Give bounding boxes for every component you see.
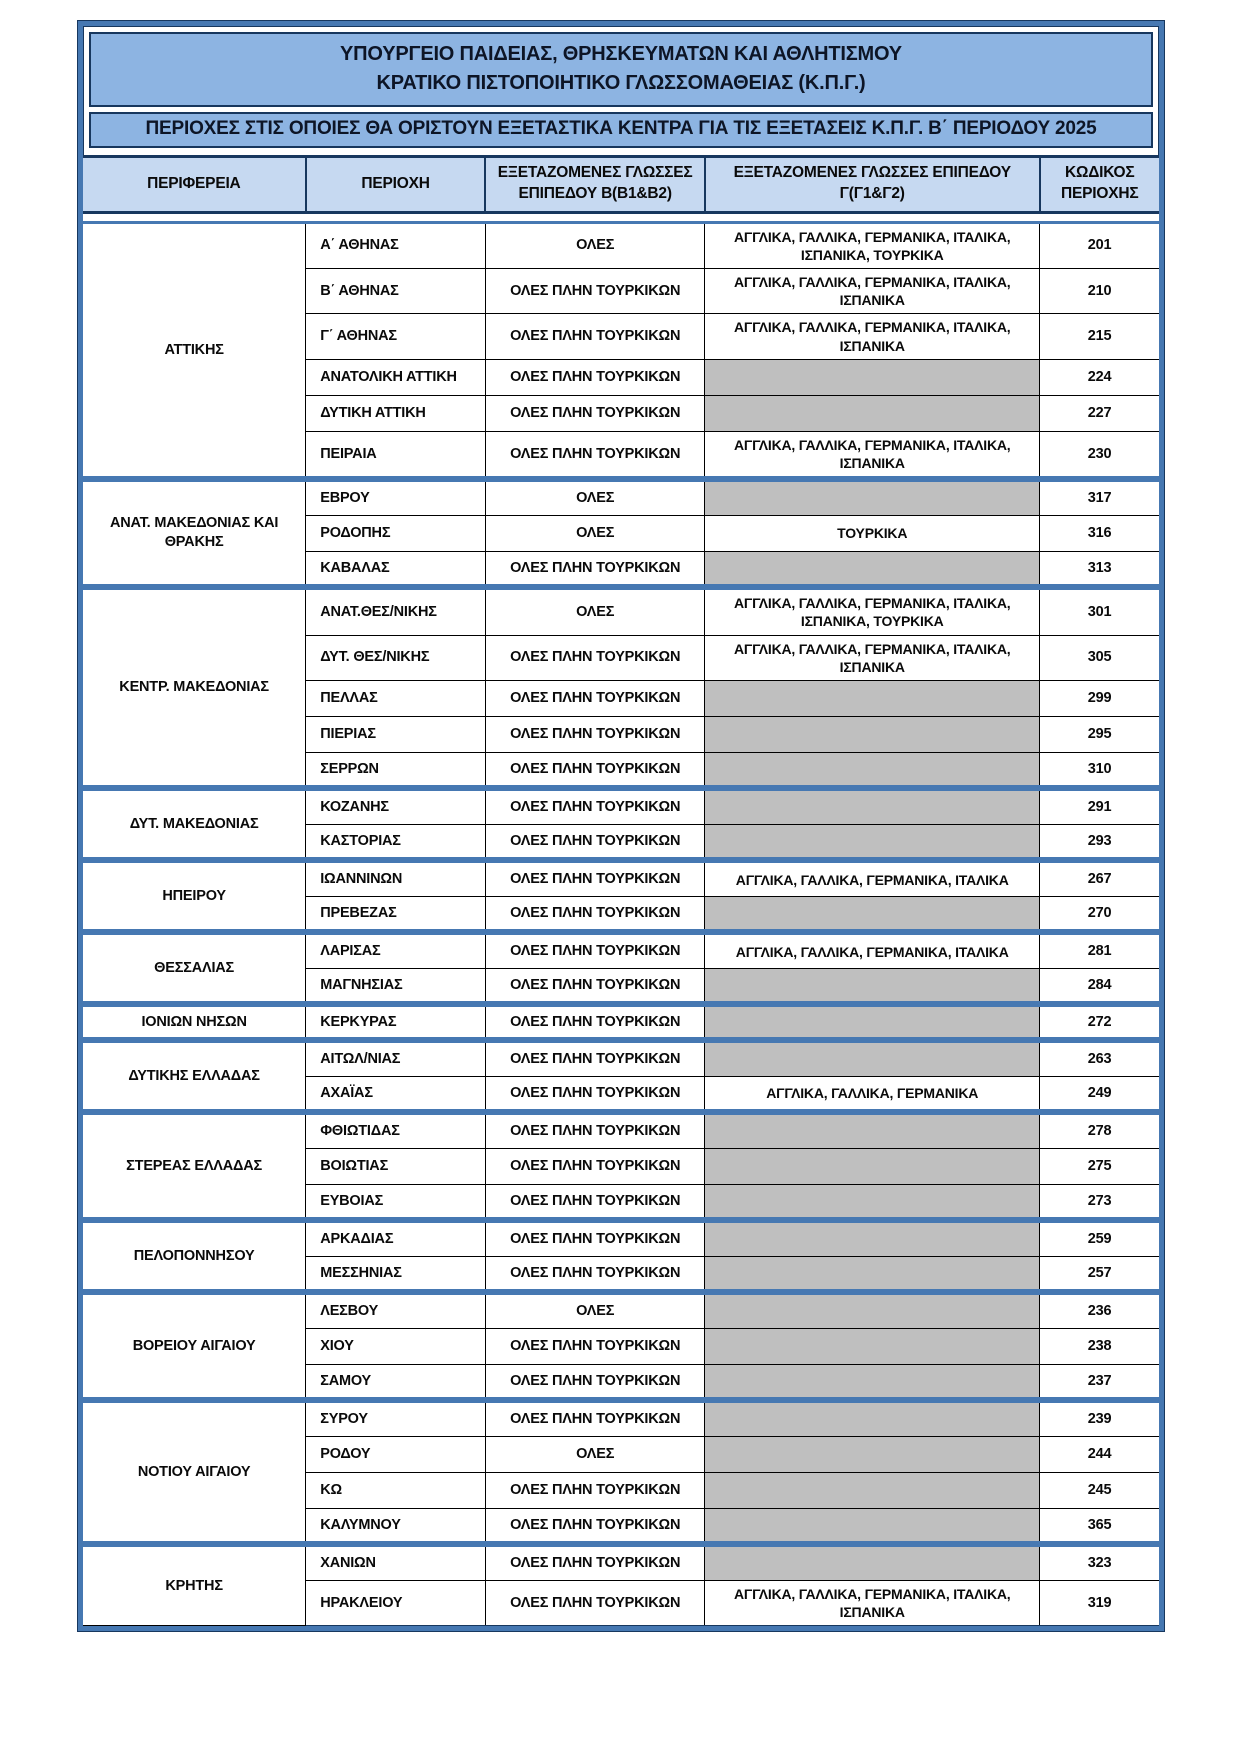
level-b-languages-cell: ΟΛΕΣ ΠΛΗΝ ΤΟΥΡΚΙΚΩΝ [485, 968, 705, 1004]
area-code-cell: 236 [1040, 1292, 1159, 1328]
area-code-cell: 257 [1040, 1256, 1159, 1292]
area-cell: ΑΧΑΪΑΣ [306, 1076, 486, 1112]
area-cell: ΠΕΙΡΑΙΑ [306, 431, 486, 479]
level-c-languages-cell: ΑΓΓΛΙΚΑ, ΓΑΛΛΙΚΑ, ΓΕΡΜΑΝΙΚΑ, ΙΤΑΛΙΚΑ, ΙΣΠΑΝΙΚΑ [705, 269, 1040, 314]
area-code-cell: 293 [1040, 824, 1159, 860]
area-code-cell: 238 [1040, 1328, 1159, 1364]
area-cell: ΠΙΕΡΙΑΣ [306, 716, 486, 752]
level-c-languages-cell [705, 1292, 1040, 1328]
area-code-cell: 272 [1040, 1004, 1159, 1040]
area-cell: ΣΥΡΟΥ [306, 1400, 486, 1436]
level-b-languages-cell: ΟΛΕΣ ΠΛΗΝ ΤΟΥΡΚΙΚΩΝ [485, 1040, 705, 1076]
level-c-languages-cell: ΑΓΓΛΙΚΑ, ΓΑΛΛΙΚΑ, ΓΕΡΜΑΝΙΚΑ, ΙΤΑΛΙΚΑ [705, 932, 1040, 968]
level-c-languages-cell [705, 1508, 1040, 1544]
level-b-languages-cell: ΟΛΕΣ ΠΛΗΝ ΤΟΥΡΚΙΚΩΝ [485, 716, 705, 752]
area-cell: ΧΑΝΙΩΝ [306, 1544, 486, 1580]
area-code-cell: 210 [1040, 269, 1159, 314]
level-b-languages-cell: ΟΛΕΣ ΠΛΗΝ ΤΟΥΡΚΙΚΩΝ [485, 1184, 705, 1220]
level-b-languages-cell: ΟΛΕΣ ΠΛΗΝ ΤΟΥΡΚΙΚΩΝ [485, 1472, 705, 1508]
level-c-languages-cell [705, 479, 1040, 515]
ministry-title: ΥΠΟΥΡΓΕΙΟ ΠΑΙΔΕΙΑΣ, ΘΡΗΣΚΕΥΜΑΤΩΝ ΚΑΙ ΑΘΛΗΤΙΣΜΟΥ [340, 43, 902, 65]
level-c-languages-cell [705, 395, 1040, 431]
subtitle-band [89, 112, 1153, 148]
level-c-languages-cell [705, 716, 1040, 752]
level-c-languages-cell [705, 1256, 1040, 1292]
level-b-languages-cell: ΟΛΕΣ ΠΛΗΝ ΤΟΥΡΚΙΚΩΝ [485, 1076, 705, 1112]
area-code-cell: 244 [1040, 1436, 1159, 1472]
area-code-cell: 227 [1040, 395, 1159, 431]
area-code-cell: 319 [1040, 1580, 1159, 1625]
exam-centers-table [83, 221, 1159, 1626]
area-code-cell: 237 [1040, 1364, 1159, 1400]
level-b-languages-cell: ΟΛΕΣ [485, 479, 705, 515]
level-b-languages-cell: ΟΛΕΣ [485, 587, 705, 635]
table-row [83, 1220, 1159, 1256]
table-row [83, 587, 1159, 635]
region-cell: ΠΕΛΟΠΟΝΝΗΣΟΥ [83, 1220, 306, 1292]
page-subtitle: ΠΕΡΙΟΧΕΣ ΣΤΙΣ ΟΠΟΙΕΣ ΘΑ ΟΡΙΣΤΟΥΝ ΕΞΕΤΑΣΤΙΚΑ ΚΕΝΤΡΑ ΓΙΑ ΤΙΣ ΕΞΕΤΑΣΕΙΣ Κ.Π.Γ. Β΄ ΠΕΡΙΟΔΟΥ 2025 [145, 118, 1097, 139]
column-header-table [83, 155, 1159, 214]
level-b-languages-cell: ΟΛΕΣ ΠΛΗΝ ΤΟΥΡΚΙΚΩΝ [485, 1508, 705, 1544]
area-cell: ΚΑΛΥΜΝΟΥ [306, 1508, 486, 1544]
level-c-languages-cell [705, 1364, 1040, 1400]
table-row [83, 860, 1159, 896]
area-code-cell: 263 [1040, 1040, 1159, 1076]
region-cell: ΘΕΣΣΑΛΙΑΣ [83, 932, 306, 1004]
area-code-cell: 281 [1040, 932, 1159, 968]
level-b-languages-cell: ΟΛΕΣ ΠΛΗΝ ΤΟΥΡΚΙΚΩΝ [485, 1400, 705, 1436]
level-c-languages-cell [705, 1184, 1040, 1220]
area-cell: ΡΟΔΟΠΗΣ [306, 515, 486, 551]
level-c-languages-cell [705, 1436, 1040, 1472]
area-code-cell: 245 [1040, 1472, 1159, 1508]
area-cell: ΠΡΕΒΕΖΑΣ [306, 896, 486, 932]
header-body-gap [83, 214, 1159, 221]
area-cell: ΚΑΒΑΛΑΣ [306, 551, 486, 587]
region-cell: ΣΤΕΡΕΑΣ ΕΛΛΑΔΑΣ [83, 1112, 306, 1220]
area-cell: ΙΩΑΝΝΙΝΩΝ [306, 860, 486, 896]
area-code-cell: 249 [1040, 1076, 1159, 1112]
area-cell: ΒΟΙΩΤΙΑΣ [306, 1148, 486, 1184]
region-cell: ΙΟΝΙΩΝ ΝΗΣΩΝ [83, 1004, 306, 1040]
level-c-languages-cell: ΑΓΓΛΙΚΑ, ΓΑΛΛΙΚΑ, ΓΕΡΜΑΝΙΚΑ [705, 1076, 1040, 1112]
region-cell: ΔΥΤ. ΜΑΚΕΔΟΝΙΑΣ [83, 788, 306, 860]
area-code-cell: 270 [1040, 896, 1159, 932]
area-code-cell: 230 [1040, 431, 1159, 479]
document-frame-inner [78, 21, 1164, 1631]
document-frame [77, 20, 1165, 1632]
level-c-languages-cell: ΑΓΓΛΙΚΑ, ΓΑΛΛΙΚΑ, ΓΕΡΜΑΝΙΚΑ, ΙΤΑΛΙΚΑ, ΙΣΠΑΝΙΚΑ, ΤΟΥΡΚΙΚΑ [705, 587, 1040, 635]
col-header-code: ΚΩΔΙΚΟΣ ΠΕΡΙΟΧΗΣ [1040, 156, 1159, 212]
area-cell: ΡΟΔΟΥ [306, 1436, 486, 1472]
area-cell: ΗΡΑΚΛΕΙΟΥ [306, 1580, 486, 1625]
level-c-languages-cell: ΑΓΓΛΙΚΑ, ΓΑΛΛΙΚΑ, ΓΕΡΜΑΝΙΚΑ, ΙΤΑΛΙΚΑ, ΙΣΠΑΝΙΚΑ [705, 635, 1040, 680]
area-cell: ΑΝΑΤΟΛΙΚΗ ΑΤΤΙΚΗ [306, 359, 486, 395]
level-b-languages-cell: ΟΛΕΣ ΠΛΗΝ ΤΟΥΡΚΙΚΩΝ [485, 1544, 705, 1580]
area-cell: ΣΕΡΡΩΝ [306, 752, 486, 788]
area-cell: ΜΕΣΣΗΝΙΑΣ [306, 1256, 486, 1292]
area-cell: ΕΒΡΟΥ [306, 479, 486, 515]
level-b-languages-cell: ΟΛΕΣ ΠΛΗΝ ΤΟΥΡΚΙΚΩΝ [485, 269, 705, 314]
area-cell: ΑΙΤΩΛ/ΝΙΑΣ [306, 1040, 486, 1076]
area-code-cell: 215 [1040, 314, 1159, 359]
level-b-languages-cell: ΟΛΕΣ ΠΛΗΝ ΤΟΥΡΚΙΚΩΝ [485, 824, 705, 860]
level-c-languages-cell [705, 359, 1040, 395]
level-c-languages-cell [705, 1148, 1040, 1184]
level-c-languages-cell [705, 1040, 1040, 1076]
area-code-cell: 284 [1040, 968, 1159, 1004]
level-b-languages-cell: ΟΛΕΣ ΠΛΗΝ ΤΟΥΡΚΙΚΩΝ [485, 431, 705, 479]
area-cell: Α΄ ΑΘΗΝΑΣ [306, 222, 486, 268]
col-header-region: ΠΕΡΙΦΕΡΕΙΑ [83, 156, 306, 212]
level-c-languages-cell [705, 896, 1040, 932]
level-c-languages-cell [705, 968, 1040, 1004]
area-code-cell: 224 [1040, 359, 1159, 395]
level-b-languages-cell: ΟΛΕΣ ΠΛΗΝ ΤΟΥΡΚΙΚΩΝ [485, 1112, 705, 1148]
area-code-cell: 275 [1040, 1148, 1159, 1184]
area-cell: ΔΥΤ. ΘΕΣ/ΝΙΚΗΣ [306, 635, 486, 680]
region-cell: ΚΕΝΤΡ. ΜΑΚΕΔΟΝΙΑΣ [83, 587, 306, 788]
area-cell: ΦΘΙΩΤΙΔΑΣ [306, 1112, 486, 1148]
area-cell: ΠΕΛΛΑΣ [306, 680, 486, 716]
level-b-languages-cell: ΟΛΕΣ [485, 1292, 705, 1328]
level-b-languages-cell: ΟΛΕΣ ΠΛΗΝ ΤΟΥΡΚΙΚΩΝ [485, 1220, 705, 1256]
area-code-cell: 313 [1040, 551, 1159, 587]
level-b-languages-cell: ΟΛΕΣ ΠΛΗΝ ΤΟΥΡΚΙΚΩΝ [485, 896, 705, 932]
level-b-languages-cell: ΟΛΕΣ ΠΛΗΝ ΤΟΥΡΚΙΚΩΝ [485, 1580, 705, 1625]
area-code-cell: 291 [1040, 788, 1159, 824]
area-code-cell: 310 [1040, 752, 1159, 788]
area-cell: ΣΑΜΟΥ [306, 1364, 486, 1400]
level-b-languages-cell: ΟΛΕΣ ΠΛΗΝ ΤΟΥΡΚΙΚΩΝ [485, 752, 705, 788]
table-row [83, 1112, 1159, 1148]
level-b-languages-cell: ΟΛΕΣ ΠΛΗΝ ΤΟΥΡΚΙΚΩΝ [485, 680, 705, 716]
area-cell: ΕΥΒΟΙΑΣ [306, 1184, 486, 1220]
level-b-languages-cell: ΟΛΕΣ ΠΛΗΝ ΤΟΥΡΚΙΚΩΝ [485, 359, 705, 395]
area-cell: ΛΑΡΙΣΑΣ [306, 932, 486, 968]
area-cell: ΑΝΑΤ.ΘΕΣ/ΝΙΚΗΣ [306, 587, 486, 635]
level-c-languages-cell: ΑΓΓΛΙΚΑ, ΓΑΛΛΙΚΑ, ΓΕΡΜΑΝΙΚΑ, ΙΤΑΛΙΚΑ, ΙΣΠΑΝΙΚΑ [705, 431, 1040, 479]
area-code-cell: 267 [1040, 860, 1159, 896]
area-code-cell: 239 [1040, 1400, 1159, 1436]
table-row [83, 1400, 1159, 1436]
area-code-cell: 299 [1040, 680, 1159, 716]
level-c-languages-cell: ΑΓΓΛΙΚΑ, ΓΑΛΛΙΚΑ, ΓΕΡΜΑΝΙΚΑ, ΙΤΑΛΙΚΑ, ΙΣΠΑΝΙΚΑ, ΤΟΥΡΚΙΚΑ [705, 222, 1040, 268]
area-code-cell: 365 [1040, 1508, 1159, 1544]
col-header-level-c: ΕΞΕΤΑΖΟΜΕΝΕΣ ΓΛΩΣΣΕΣ ΕΠΙΠΕΔΟΥ Γ(Γ1&Γ2) [705, 156, 1040, 212]
level-c-languages-cell: ΑΓΓΛΙΚΑ, ΓΑΛΛΙΚΑ, ΓΕΡΜΑΝΙΚΑ, ΙΤΑΛΙΚΑ, ΙΣΠΑΝΙΚΑ [705, 1580, 1040, 1625]
level-b-languages-cell: ΟΛΕΣ ΠΛΗΝ ΤΟΥΡΚΙΚΩΝ [485, 1256, 705, 1292]
exam-table-body [83, 222, 1159, 1625]
level-c-languages-cell [705, 824, 1040, 860]
col-header-level-b: ΕΞΕΤΑΖΟΜΕΝΕΣ ΓΛΩΣΣΕΣ ΕΠΙΠΕΔΟΥ Β(Β1&Β2) [485, 156, 705, 212]
level-c-languages-cell [705, 1544, 1040, 1580]
area-cell: ΚΩ [306, 1472, 486, 1508]
level-c-languages-cell [705, 551, 1040, 587]
area-cell: ΚΑΣΤΟΡΙΑΣ [306, 824, 486, 860]
region-cell: ΗΠΕΙΡΟΥ [83, 860, 306, 932]
level-b-languages-cell: ΟΛΕΣ ΠΛΗΝ ΤΟΥΡΚΙΚΩΝ [485, 1364, 705, 1400]
area-cell: ΜΑΓΝΗΣΙΑΣ [306, 968, 486, 1004]
area-code-cell: 201 [1040, 222, 1159, 268]
level-b-languages-cell: ΟΛΕΣ ΠΛΗΝ ΤΟΥΡΚΙΚΩΝ [485, 788, 705, 824]
level-b-languages-cell: ΟΛΕΣ [485, 222, 705, 268]
region-cell: ΑΤΤΙΚΗΣ [83, 222, 306, 479]
level-c-languages-cell: ΤΟΥΡΚΙΚΑ [705, 515, 1040, 551]
region-cell: ΝΟΤΙΟΥ ΑΙΓΑΙΟΥ [83, 1400, 306, 1544]
area-code-cell: 301 [1040, 587, 1159, 635]
level-c-languages-cell: ΑΓΓΛΙΚΑ, ΓΑΛΛΙΚΑ, ΓΕΡΜΑΝΙΚΑ, ΙΤΑΛΙΚΑ, ΙΣΠΑΝΙΚΑ [705, 314, 1040, 359]
level-c-languages-cell [705, 752, 1040, 788]
title-band [89, 32, 1153, 107]
level-c-languages-cell [705, 1112, 1040, 1148]
area-code-cell: 305 [1040, 635, 1159, 680]
area-code-cell: 278 [1040, 1112, 1159, 1148]
certificate-title: ΚΡΑΤΙΚΟ ΠΙΣΤΟΠΟΙΗΤΙΚΟ ΓΛΩΣΣΟΜΑΘΕΙΑΣ (Κ.Π.Γ.) [376, 72, 866, 94]
area-cell: ΔΥΤΙΚΗ ΑΤΤΙΚΗ [306, 395, 486, 431]
area-cell: Γ΄ ΑΘΗΝΑΣ [306, 314, 486, 359]
area-code-cell: 323 [1040, 1544, 1159, 1580]
level-c-languages-cell [705, 1400, 1040, 1436]
area-cell: ΛΕΣΒΟΥ [306, 1292, 486, 1328]
level-b-languages-cell: ΟΛΕΣ ΠΛΗΝ ΤΟΥΡΚΙΚΩΝ [485, 932, 705, 968]
area-code-cell: 259 [1040, 1220, 1159, 1256]
level-c-languages-cell [705, 1328, 1040, 1364]
level-c-languages-cell [705, 1220, 1040, 1256]
table-row [83, 1040, 1159, 1076]
level-c-languages-cell [705, 788, 1040, 824]
level-c-languages-cell [705, 1004, 1040, 1040]
area-code-cell: 316 [1040, 515, 1159, 551]
level-b-languages-cell: ΟΛΕΣ ΠΛΗΝ ΤΟΥΡΚΙΚΩΝ [485, 1004, 705, 1040]
level-b-languages-cell: ΟΛΕΣ ΠΛΗΝ ΤΟΥΡΚΙΚΩΝ [485, 1328, 705, 1364]
area-code-cell: 317 [1040, 479, 1159, 515]
level-b-languages-cell: ΟΛΕΣ ΠΛΗΝ ΤΟΥΡΚΙΚΩΝ [485, 635, 705, 680]
table-row [83, 479, 1159, 515]
table-row [83, 1544, 1159, 1580]
column-header-row [83, 156, 1159, 212]
level-b-languages-cell: ΟΛΕΣ [485, 515, 705, 551]
level-b-languages-cell: ΟΛΕΣ ΠΛΗΝ ΤΟΥΡΚΙΚΩΝ [485, 1148, 705, 1184]
area-code-cell: 273 [1040, 1184, 1159, 1220]
table-row [83, 1292, 1159, 1328]
level-b-languages-cell: ΟΛΕΣ ΠΛΗΝ ΤΟΥΡΚΙΚΩΝ [485, 314, 705, 359]
area-cell: ΚΕΡΚΥΡΑΣ [306, 1004, 486, 1040]
level-b-languages-cell: ΟΛΕΣ ΠΛΗΝ ΤΟΥΡΚΙΚΩΝ [485, 551, 705, 587]
table-row [83, 222, 1159, 268]
level-b-languages-cell: ΟΛΕΣ ΠΛΗΝ ΤΟΥΡΚΙΚΩΝ [485, 860, 705, 896]
area-cell: ΚΟΖΑΝΗΣ [306, 788, 486, 824]
level-c-languages-cell [705, 1472, 1040, 1508]
region-cell: ΔΥΤΙΚΗΣ ΕΛΛΑΔΑΣ [83, 1040, 306, 1112]
region-cell: ΚΡΗΤΗΣ [83, 1544, 306, 1625]
area-cell: Β΄ ΑΘΗΝΑΣ [306, 269, 486, 314]
region-cell: ΒΟΡΕΙΟΥ ΑΙΓΑΙΟΥ [83, 1292, 306, 1400]
col-header-area: ΠΕΡΙΟΧΗ [306, 156, 486, 212]
area-code-cell: 295 [1040, 716, 1159, 752]
level-b-languages-cell: ΟΛΕΣ ΠΛΗΝ ΤΟΥΡΚΙΚΩΝ [485, 395, 705, 431]
level-c-languages-cell: ΑΓΓΛΙΚΑ, ΓΑΛΛΙΚΑ, ΓΕΡΜΑΝΙΚΑ, ΙΤΑΛΙΚΑ [705, 860, 1040, 896]
table-row [83, 932, 1159, 968]
level-b-languages-cell: ΟΛΕΣ [485, 1436, 705, 1472]
table-row [83, 1004, 1159, 1040]
area-cell: ΑΡΚΑΔΙΑΣ [306, 1220, 486, 1256]
region-cell: ΑΝΑΤ. ΜΑΚΕΔΟΝΙΑΣ ΚΑΙ ΘΡΑΚΗΣ [83, 479, 306, 587]
area-cell: ΧΙΟΥ [306, 1328, 486, 1364]
table-row [83, 788, 1159, 824]
level-c-languages-cell [705, 680, 1040, 716]
